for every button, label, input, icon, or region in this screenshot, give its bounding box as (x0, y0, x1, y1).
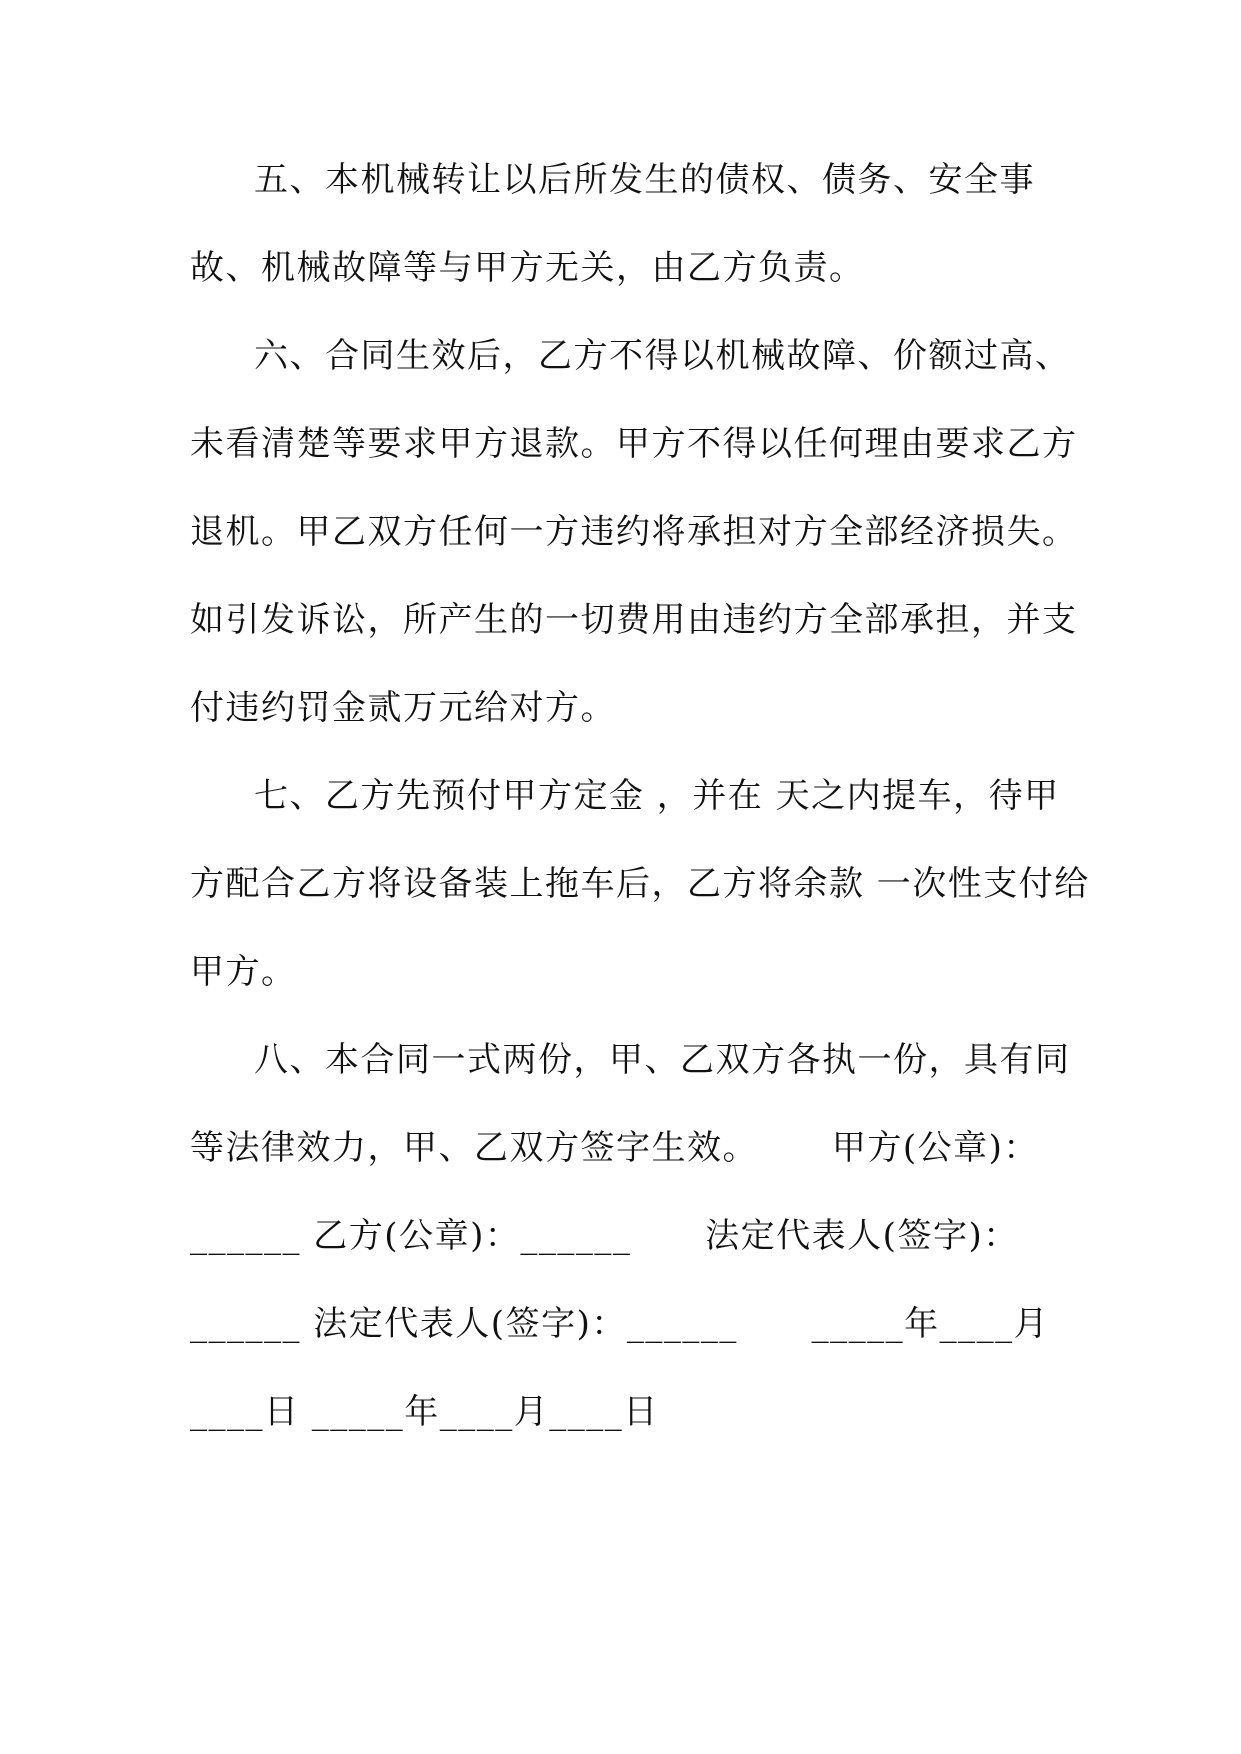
clause-6-line-1: 六、合同生效后，乙方不得以机械故障、价额过高、 (254, 336, 1071, 376)
clause-7-line-3: 甲方。 (190, 952, 297, 992)
clause-5-line-2: 故、机械故障等与甲方无关，由乙方负责。 (190, 248, 865, 288)
clause-6-line-4: 如引发诉讼，所产生的一切费用由违约方全部承担，并支 (190, 600, 1078, 640)
clause-7-line-2: 方配合乙方将设备装上拖车后，乙方将余款 一次性支付给 (190, 864, 1090, 904)
clause-6-line-2: 未看清楚等要求甲方退款。甲方不得以任何理由要求乙方 (190, 424, 1078, 464)
signature-line-1: ______ 乙方(公章)：______ 法定代表人(签字)： (190, 1216, 1019, 1256)
clause-7-line-1: 七、乙方先预付甲方定金 ，并在 天之内提车，待甲 (254, 776, 1060, 816)
signature-line-2: ______ 法定代表人(签字)：______ _____年____月 (190, 1304, 1050, 1344)
clause-8-line-1: 八、本合同一式两份，甲、乙双方各执一份，具有同 (254, 1040, 1071, 1080)
clause-8-line-2: 等法律效力，甲、乙双方签字生效。 甲方(公章)： (190, 1128, 1039, 1168)
clause-5-line-1: 五、本机械转让以后所发生的债权、债务、安全事 (254, 160, 1035, 200)
clause-6-line-3: 退机。甲乙双方任何一方违约将承担对方全部经济损失。 (190, 512, 1078, 552)
signature-date-line: ____日 _____年____月____日 (190, 1392, 659, 1432)
clause-6-line-5: 付违约罚金贰万元给对方。 (190, 688, 616, 728)
